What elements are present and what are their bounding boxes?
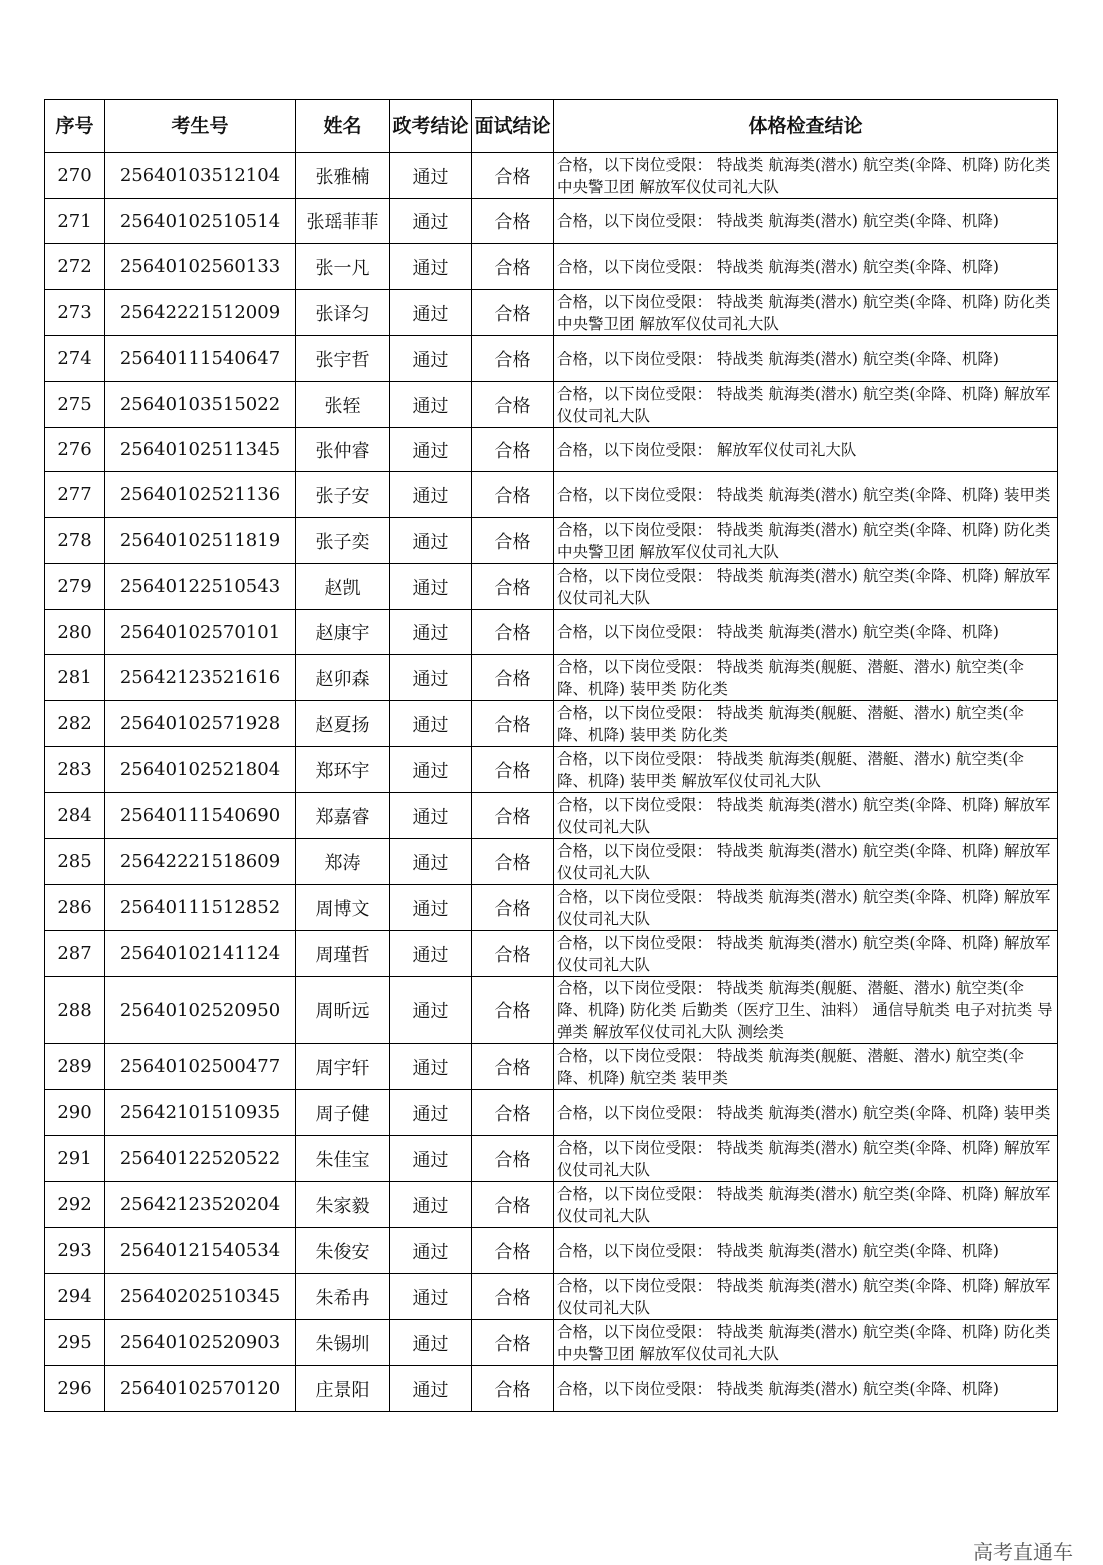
cell-political: 通过 xyxy=(390,1228,472,1274)
cell-exam-no: 25640102511819 xyxy=(105,518,296,564)
cell-exam-no: 25642123520204 xyxy=(105,1182,296,1228)
cell-name: 张仲睿 xyxy=(296,428,390,472)
cell-exam-no: 25640103512104 xyxy=(105,153,296,199)
cell-physical: 合格，以下岗位受限： 特战类 航海类(潜水) 航空类(伞降、机降) 防化类 中央警卫团 解放军仪仗司礼大队 xyxy=(554,153,1058,199)
cell-name: 张译匀 xyxy=(296,290,390,336)
cell-seq: 296 xyxy=(45,1366,105,1412)
cell-exam-no: 25642221512009 xyxy=(105,290,296,336)
cell-name: 周子健 xyxy=(296,1090,390,1136)
cell-exam-no: 25640102520950 xyxy=(105,977,296,1044)
cell-name: 郑涛 xyxy=(296,839,390,885)
cell-seq: 285 xyxy=(45,839,105,885)
cell-political: 通过 xyxy=(390,1182,472,1228)
table-row xyxy=(45,931,1058,977)
cell-seq: 273 xyxy=(45,290,105,336)
cell-physical: 合格，以下岗位受限： 特战类 航海类(潜水) 航空类(伞降、机降) 防化类 中央警卫团 解放军仪仗司礼大队 xyxy=(554,290,1058,336)
cell-interview: 合格 xyxy=(472,290,554,336)
table-row xyxy=(45,610,1058,655)
cell-seq: 289 xyxy=(45,1044,105,1090)
cell-interview: 合格 xyxy=(472,1182,554,1228)
cell-name: 朱希冉 xyxy=(296,1274,390,1320)
cell-exam-no: 25640111512852 xyxy=(105,885,296,931)
table-row xyxy=(45,290,1058,336)
cell-exam-no: 25640122510543 xyxy=(105,564,296,610)
cell-interview: 合格 xyxy=(472,1228,554,1274)
cell-physical: 合格，以下岗位受限： 特战类 航海类(潜水) 航空类(伞降、机降) 解放军仪仗司礼大队 xyxy=(554,793,1058,839)
cell-political: 通过 xyxy=(390,199,472,244)
table-row xyxy=(45,977,1058,1044)
header-row xyxy=(45,100,1058,153)
cell-political: 通过 xyxy=(390,1320,472,1366)
cell-political: 通过 xyxy=(390,518,472,564)
cell-interview: 合格 xyxy=(472,1136,554,1182)
cell-name: 张宇哲 xyxy=(296,336,390,382)
cell-name: 张瑶菲菲 xyxy=(296,199,390,244)
table-row xyxy=(45,1228,1058,1274)
cell-seq: 293 xyxy=(45,1228,105,1274)
cell-seq: 271 xyxy=(45,199,105,244)
cell-political: 通过 xyxy=(390,610,472,655)
cell-exam-no: 25640102521136 xyxy=(105,472,296,518)
cell-political: 通过 xyxy=(390,290,472,336)
header-name: 姓名 xyxy=(296,100,390,153)
table-row xyxy=(45,518,1058,564)
cell-political: 通过 xyxy=(390,977,472,1044)
cell-name: 庄景阳 xyxy=(296,1366,390,1412)
cell-name: 朱俊安 xyxy=(296,1228,390,1274)
cell-exam-no: 25640102510514 xyxy=(105,199,296,244)
cell-political: 通过 xyxy=(390,885,472,931)
table-row xyxy=(45,472,1058,518)
table-row xyxy=(45,1090,1058,1136)
cell-political: 通过 xyxy=(390,564,472,610)
cell-exam-no: 25642101510935 xyxy=(105,1090,296,1136)
header-political: 政考结论 xyxy=(390,100,472,153)
cell-seq: 292 xyxy=(45,1182,105,1228)
cell-physical: 合格，以下岗位受限： 特战类 航海类(潜水) 航空类(伞降、机降) xyxy=(554,336,1058,382)
cell-physical: 合格，以下岗位受限： 解放军仪仗司礼大队 xyxy=(554,428,1058,472)
cell-exam-no: 25640102520903 xyxy=(105,1320,296,1366)
table-row xyxy=(45,701,1058,747)
cell-physical: 合格，以下岗位受限： 特战类 航海类(潜水) 航空类(伞降、机降) 防化类 中央警卫团 解放军仪仗司礼大队 xyxy=(554,518,1058,564)
cell-interview: 合格 xyxy=(472,382,554,428)
header-seq: 序号 xyxy=(45,100,105,153)
cell-exam-no: 25640111540647 xyxy=(105,336,296,382)
header-interview: 面试结论 xyxy=(472,100,554,153)
table-row xyxy=(45,793,1058,839)
table-row xyxy=(45,1182,1058,1228)
table-row xyxy=(45,655,1058,701)
table-row xyxy=(45,1320,1058,1366)
cell-exam-no: 25640102141124 xyxy=(105,931,296,977)
cell-physical: 合格，以下岗位受限： 特战类 航海类(舰艇、潜艇、潜水) 航空类(伞降、机降) 防化类 后勤类（医疗卫生、油料） 通信导航类 电子对抗类 导弹类 解放军仪仗司礼大队 测绘类 xyxy=(554,977,1058,1044)
table-row xyxy=(45,1136,1058,1182)
cell-interview: 合格 xyxy=(472,428,554,472)
cell-interview: 合格 xyxy=(472,564,554,610)
table-row xyxy=(45,885,1058,931)
cell-name: 郑嘉睿 xyxy=(296,793,390,839)
cell-name: 赵凯 xyxy=(296,564,390,610)
cell-interview: 合格 xyxy=(472,1320,554,1366)
cell-name: 朱佳宝 xyxy=(296,1136,390,1182)
cell-physical: 合格，以下岗位受限： 特战类 航海类(潜水) 航空类(伞降、机降) 装甲类 xyxy=(554,1090,1058,1136)
cell-name: 张雅楠 xyxy=(296,153,390,199)
cell-name: 赵康宇 xyxy=(296,610,390,655)
cell-physical: 合格，以下岗位受限： 特战类 航海类(潜水) 航空类(伞降、机降) 解放军仪仗司礼大队 xyxy=(554,885,1058,931)
cell-seq: 276 xyxy=(45,428,105,472)
cell-exam-no: 25640121540534 xyxy=(105,1228,296,1274)
cell-seq: 291 xyxy=(45,1136,105,1182)
table-row xyxy=(45,336,1058,382)
cell-interview: 合格 xyxy=(472,839,554,885)
cell-name: 郑环宇 xyxy=(296,747,390,793)
cell-interview: 合格 xyxy=(472,1366,554,1412)
cell-name: 张一凡 xyxy=(296,244,390,290)
cell-seq: 275 xyxy=(45,382,105,428)
cell-interview: 合格 xyxy=(472,1090,554,1136)
cell-political: 通过 xyxy=(390,153,472,199)
cell-name: 张轾 xyxy=(296,382,390,428)
cell-name: 张子安 xyxy=(296,472,390,518)
cell-exam-no: 25642221518609 xyxy=(105,839,296,885)
cell-seq: 288 xyxy=(45,977,105,1044)
cell-exam-no: 25640102560133 xyxy=(105,244,296,290)
cell-political: 通过 xyxy=(390,793,472,839)
cell-seq: 287 xyxy=(45,931,105,977)
cell-physical: 合格，以下岗位受限： 特战类 航海类(潜水) 航空类(伞降、机降) xyxy=(554,610,1058,655)
cell-political: 通过 xyxy=(390,1274,472,1320)
cell-name: 朱锡圳 xyxy=(296,1320,390,1366)
cell-political: 通过 xyxy=(390,655,472,701)
cell-interview: 合格 xyxy=(472,655,554,701)
cell-name: 张子奕 xyxy=(296,518,390,564)
cell-interview: 合格 xyxy=(472,977,554,1044)
cell-interview: 合格 xyxy=(472,1274,554,1320)
cell-political: 通过 xyxy=(390,428,472,472)
cell-interview: 合格 xyxy=(472,336,554,382)
table-body xyxy=(45,153,1058,1412)
table-row xyxy=(45,747,1058,793)
cell-physical: 合格，以下岗位受限： 特战类 航海类(潜水) 航空类(伞降、机降) 解放军仪仗司礼大队 xyxy=(554,382,1058,428)
cell-political: 通过 xyxy=(390,1136,472,1182)
cell-physical: 合格，以下岗位受限： 特战类 航海类(潜水) 航空类(伞降、机降) 解放军仪仗司礼大队 xyxy=(554,1274,1058,1320)
cell-seq: 270 xyxy=(45,153,105,199)
results-table xyxy=(44,99,1058,1412)
cell-seq: 286 xyxy=(45,885,105,931)
cell-name: 赵卯森 xyxy=(296,655,390,701)
cell-political: 通过 xyxy=(390,931,472,977)
table-row xyxy=(45,839,1058,885)
cell-interview: 合格 xyxy=(472,701,554,747)
cell-name: 朱家毅 xyxy=(296,1182,390,1228)
cell-political: 通过 xyxy=(390,472,472,518)
cell-physical: 合格，以下岗位受限： 特战类 航海类(潜水) 航空类(伞降、机降) xyxy=(554,244,1058,290)
cell-interview: 合格 xyxy=(472,747,554,793)
watermark-text: 高考直通车 xyxy=(973,1540,1073,1564)
table-row xyxy=(45,1044,1058,1090)
header-exam-no: 考生号 xyxy=(105,100,296,153)
cell-interview: 合格 xyxy=(472,518,554,564)
cell-interview: 合格 xyxy=(472,1044,554,1090)
table-row xyxy=(45,244,1058,290)
cell-seq: 274 xyxy=(45,336,105,382)
table-row xyxy=(45,382,1058,428)
cell-name: 周昕远 xyxy=(296,977,390,1044)
cell-exam-no: 25640202510345 xyxy=(105,1274,296,1320)
cell-name: 周宇轩 xyxy=(296,1044,390,1090)
cell-political: 通过 xyxy=(390,1044,472,1090)
cell-physical: 合格，以下岗位受限： 特战类 航海类(潜水) 航空类(伞降、机降) xyxy=(554,199,1058,244)
cell-exam-no: 25640102511345 xyxy=(105,428,296,472)
cell-interview: 合格 xyxy=(472,199,554,244)
table-row xyxy=(45,1366,1058,1412)
cell-physical: 合格，以下岗位受限： 特战类 航海类(舰艇、潜艇、潜水) 航空类(伞降、机降) 航空类 装甲类 xyxy=(554,1044,1058,1090)
cell-physical: 合格，以下岗位受限： 特战类 航海类(舰艇、潜艇、潜水) 航空类(伞降、机降) 装甲类 解放军仪仗司礼大队 xyxy=(554,747,1058,793)
cell-physical: 合格，以下岗位受限： 特战类 航海类(潜水) 航空类(伞降、机降) 解放军仪仗司礼大队 xyxy=(554,564,1058,610)
cell-exam-no: 25640102521804 xyxy=(105,747,296,793)
cell-name: 周瑾哲 xyxy=(296,931,390,977)
cell-physical: 合格，以下岗位受限： 特战类 航海类(潜水) 航空类(伞降、机降) 解放军仪仗司礼大队 xyxy=(554,1136,1058,1182)
cell-interview: 合格 xyxy=(472,153,554,199)
cell-physical: 合格，以下岗位受限： 特战类 航海类(潜水) 航空类(伞降、机降) xyxy=(554,1366,1058,1412)
cell-physical: 合格，以下岗位受限： 特战类 航海类(潜水) 航空类(伞降、机降) 防化类 中央警卫团 解放军仪仗司礼大队 xyxy=(554,1320,1058,1366)
cell-interview: 合格 xyxy=(472,931,554,977)
cell-seq: 278 xyxy=(45,518,105,564)
cell-seq: 272 xyxy=(45,244,105,290)
cell-seq: 279 xyxy=(45,564,105,610)
cell-interview: 合格 xyxy=(472,472,554,518)
cell-physical: 合格，以下岗位受限： 特战类 航海类(潜水) 航空类(伞降、机降) 解放军仪仗司礼大队 xyxy=(554,931,1058,977)
cell-physical: 合格，以下岗位受限： 特战类 航海类(潜水) 航空类(伞降、机降) xyxy=(554,1228,1058,1274)
cell-exam-no: 25640103515022 xyxy=(105,382,296,428)
table-row xyxy=(45,199,1058,244)
cell-interview: 合格 xyxy=(472,885,554,931)
cell-political: 通过 xyxy=(390,747,472,793)
cell-exam-no: 25642123521616 xyxy=(105,655,296,701)
cell-interview: 合格 xyxy=(472,244,554,290)
cell-exam-no: 25640102500477 xyxy=(105,1044,296,1090)
cell-name: 赵夏扬 xyxy=(296,701,390,747)
cell-exam-no: 25640122520522 xyxy=(105,1136,296,1182)
cell-name: 周博文 xyxy=(296,885,390,931)
cell-seq: 284 xyxy=(45,793,105,839)
cell-political: 通过 xyxy=(390,1366,472,1412)
cell-political: 通过 xyxy=(390,336,472,382)
table-row xyxy=(45,1274,1058,1320)
cell-physical: 合格，以下岗位受限： 特战类 航海类(潜水) 航空类(伞降、机降) 解放军仪仗司礼大队 xyxy=(554,839,1058,885)
cell-political: 通过 xyxy=(390,701,472,747)
cell-political: 通过 xyxy=(390,1090,472,1136)
cell-political: 通过 xyxy=(390,244,472,290)
table-row xyxy=(45,428,1058,472)
cell-political: 通过 xyxy=(390,382,472,428)
cell-physical: 合格，以下岗位受限： 特战类 航海类(舰艇、潜艇、潜水) 航空类(伞降、机降) 装甲类 防化类 xyxy=(554,655,1058,701)
cell-exam-no: 25640111540690 xyxy=(105,793,296,839)
cell-seq: 294 xyxy=(45,1274,105,1320)
cell-exam-no: 25640102571928 xyxy=(105,701,296,747)
cell-seq: 282 xyxy=(45,701,105,747)
cell-seq: 295 xyxy=(45,1320,105,1366)
cell-physical: 合格，以下岗位受限： 特战类 航海类(舰艇、潜艇、潜水) 航空类(伞降、机降) 装甲类 防化类 xyxy=(554,701,1058,747)
cell-interview: 合格 xyxy=(472,610,554,655)
cell-seq: 277 xyxy=(45,472,105,518)
cell-exam-no: 25640102570101 xyxy=(105,610,296,655)
cell-seq: 290 xyxy=(45,1090,105,1136)
header-physical: 体格检查结论 xyxy=(554,100,1058,153)
cell-political: 通过 xyxy=(390,839,472,885)
cell-seq: 280 xyxy=(45,610,105,655)
cell-seq: 281 xyxy=(45,655,105,701)
table-row xyxy=(45,153,1058,199)
cell-exam-no: 25640102570120 xyxy=(105,1366,296,1412)
cell-seq: 283 xyxy=(45,747,105,793)
cell-interview: 合格 xyxy=(472,793,554,839)
cell-physical: 合格，以下岗位受限： 特战类 航海类(潜水) 航空类(伞降、机降) 解放军仪仗司礼大队 xyxy=(554,1182,1058,1228)
cell-physical: 合格，以下岗位受限： 特战类 航海类(潜水) 航空类(伞降、机降) 装甲类 xyxy=(554,472,1058,518)
table-row xyxy=(45,564,1058,610)
